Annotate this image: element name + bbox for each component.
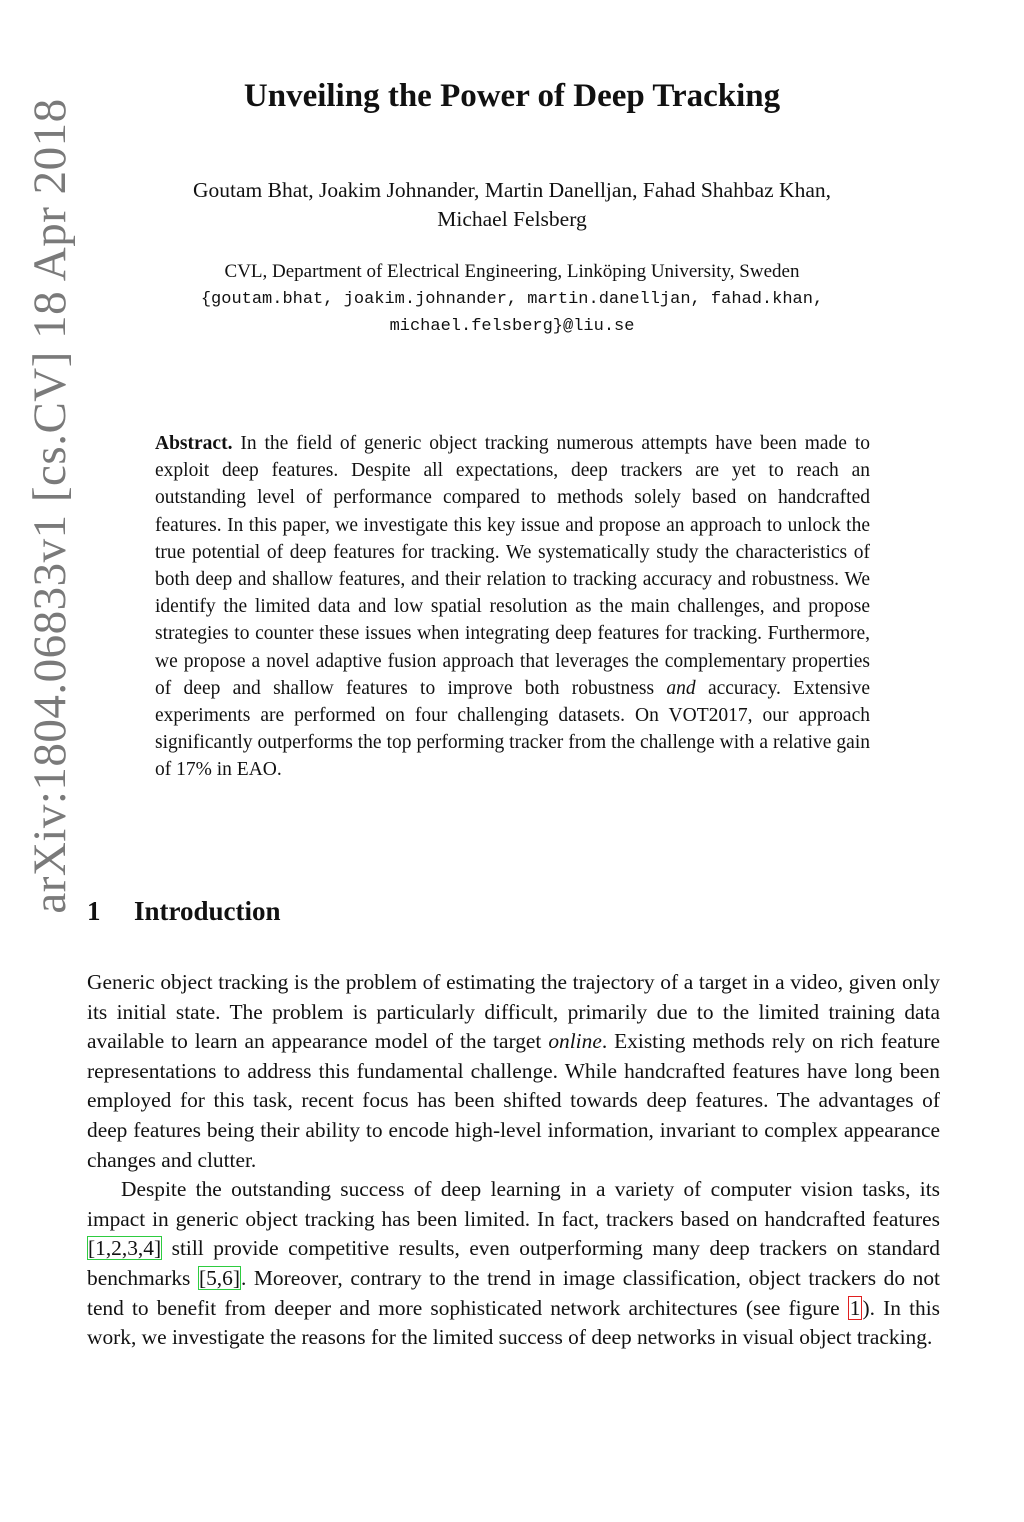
introduction-body <box>87 968 940 1353</box>
paragraph-text: . Existing methods rely on rich feature representations to address this fundamental challenge. While handcrafted features have long been employed for this task, recent focus has been shifted towards deep features. The advantages of deep features being their ability to encode high-level information, invariant to complex appearance changes and clutter. <box>87 1029 940 1172</box>
author-line: Michael Felsberg <box>437 207 587 231</box>
abstract <box>155 430 870 784</box>
email-line: michael.felsberg}@liu.se <box>389 317 635 336</box>
paragraph <box>87 968 940 1175</box>
figure-reference-link[interactable]: 1 <box>849 1295 861 1320</box>
paragraph-text: Despite the outstanding success of deep learning in a variety of computer vision tasks, its impact in generic object tracking has been limited. In fact, trackers based on handcrafted features <box>87 1177 940 1231</box>
section-title: Introduction <box>134 896 281 926</box>
paragraph-text: . Moreover, contrary to the trend in image classification, object trackers do not tend to benefit from deeper and more sophisticated network architectures (see figure <box>87 1265 940 1320</box>
author-list <box>90 176 934 234</box>
paragraph-text: Generic object tracking is the problem of estimating the trajectory of a target in a video, given only its initial state. The problem is particularly difficult, primarily due to the limited training data available to learn an appearance model of the target <box>87 970 940 1054</box>
abstract-emphasis: and <box>666 677 696 699</box>
email-list <box>110 286 914 340</box>
arxiv-identifier-stamp: arXiv:1804.06833v1 [cs.CV] 18 Apr 2018 <box>24 98 76 914</box>
citation-link[interactable]: [5,6] <box>198 1265 240 1290</box>
section-heading <box>87 893 281 929</box>
section-number: 1 <box>87 896 101 926</box>
author-line: Goutam Bhat, Joakim Johnander, Martin Danelljan, Fahad Shahbaz Khan, <box>192 178 832 202</box>
paper-title: Unveiling the Power of Deep Tracking <box>243 78 781 114</box>
email-line: {goutam.bhat, joakim.johnander, martin.danelljan, fahad.khan, <box>200 290 824 309</box>
paragraph-text: still provide competitive results, even outperforming many deep trackers on standard benchmarks <box>87 1236 940 1290</box>
abstract-text: In the field of generic object tracking numerous attempts have been made to exploit deep features. Despite all expectations, deep trackers are yet to reach an outstanding level of performance compared to methods solely based on handcrafted features. In this paper, we investigate this key issue and propose an approach to unlock the true potential of deep features for tracking. We systematically study the characteristics of both deep and shallow features, and their relation to tracking accuracy and robustness. We identify the limited data and low spatial resolution as the main challenges, and propose strategies to counter these issues when integrating deep features for tracking. Furthermore, we propose a novel adaptive fusion approach that leverages the complementary properties of deep and shallow features to improve both robustness <box>155 433 871 699</box>
abstract-label: Abstract. <box>155 433 233 454</box>
abstract-text: accuracy. Extensive experiments are performed on four challenging datasets. On VOT2017, our approach significantly outperforms the top performing tracker from the challenge with a relative gain of 17% in EAO. <box>155 677 871 781</box>
paragraph-text: ). In this work, we investigate the reasons for the limited success of deep networks in visual object tracking. <box>87 1295 940 1350</box>
paragraph <box>87 1175 940 1353</box>
paragraph-emphasis: online <box>548 1029 602 1054</box>
citation-link[interactable]: [1,2,3,4] <box>88 1236 162 1261</box>
affiliation: CVL, Department of Electrical Engineering, Linköping University, Sweden <box>224 261 800 282</box>
